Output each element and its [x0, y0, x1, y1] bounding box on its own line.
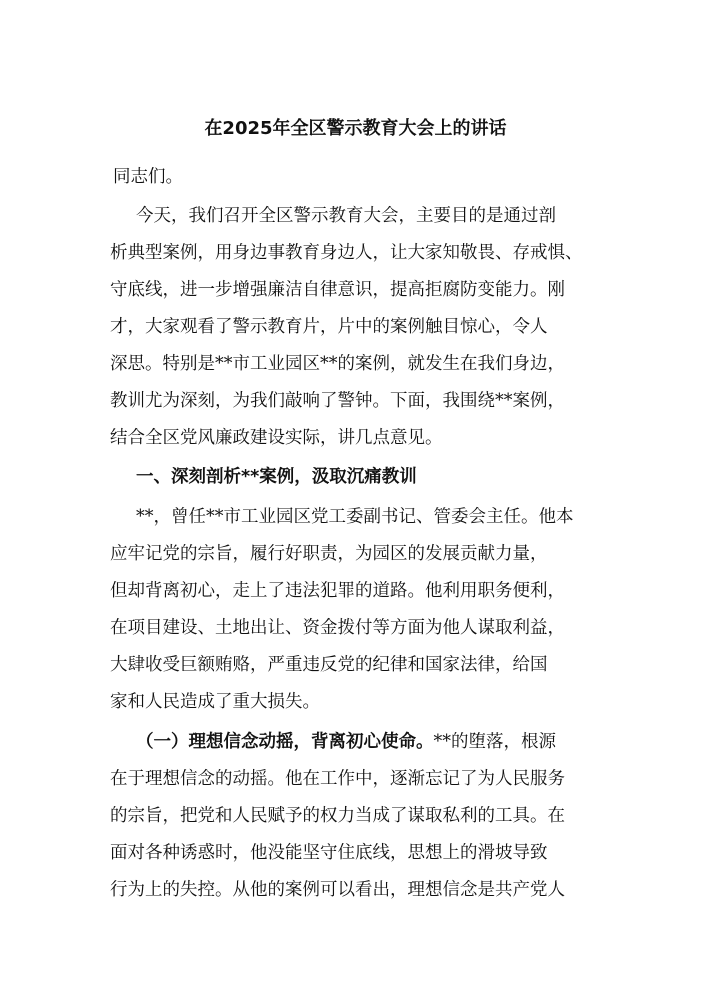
paragraph-line: 才，大家观看了警示教育片，片中的案例触目惊心，令人 — [110, 317, 548, 337]
paragraph-line: 守底线，进一步增强廉洁自律意识，提高拒腐防变能力。刚 — [110, 280, 565, 300]
paragraph-line: 今天，我们召开全区警示教育大会，主要目的是通过剖 — [136, 206, 556, 226]
paragraph-line: 但却背离初心，走上了违法犯罪的道路。他利用职务便利， — [110, 581, 565, 601]
paragraph-text: **的堕落，根源 — [433, 732, 556, 752]
paragraph-line: 家和人民造成了重大损失。 — [110, 692, 320, 712]
paragraph-line: 面对各种诱惑时，他没能坚守住底线，思想上的滑坡导致 — [110, 843, 548, 863]
paragraph-line-first — [136, 730, 556, 754]
document-title: 在2025年全区警示教育大会上的讲话 — [204, 118, 507, 139]
paragraph-line: 在于理想信念的动摇。他在工作中，逐渐忘记了为人民服务 — [110, 769, 565, 789]
paragraph-line: 结合全区党风廉政建设实际，讲几点意见。 — [110, 428, 443, 448]
paragraph-line: 的宗旨，把党和人民赋予的权力当成了谋取私利的工具。在 — [110, 806, 565, 826]
paragraph-line: 大肆收受巨额贿赂，严重违反党的纪律和国家法律，给国 — [110, 655, 548, 675]
subsection-heading: （一）理想信念动摇，背离初心使命。 — [136, 732, 434, 752]
paragraph-line: 应牢记党的宗旨，履行好职责，为园区的发展贡献力量， — [110, 544, 548, 564]
paragraph-line: 在项目建设、土地出让、资金拨付等方面为他人谋取利益， — [110, 618, 565, 638]
section-heading: 一、深刻剖析**案例，汲取沉痛教训 — [136, 467, 417, 487]
paragraph-line: 行为上的失控。从他的案例可以看出，理想信念是共产党人 — [110, 880, 565, 900]
salutation: 同志们。 — [113, 167, 183, 187]
paragraph-line: 深思。特别是**市工业园区**的案例，就发生在我们身边， — [110, 354, 565, 374]
paragraph-line: 教训尤为深刻，为我们敲响了警钟。下面，我围绕**案例， — [110, 391, 565, 411]
paragraph-line: 析典型案例，用身边事教育身边人，让大家知敬畏、存戒惧、 — [110, 243, 583, 263]
paragraph-line: **，曾任**市工业园区党工委副书记、管委会主任。他本 — [136, 507, 574, 527]
